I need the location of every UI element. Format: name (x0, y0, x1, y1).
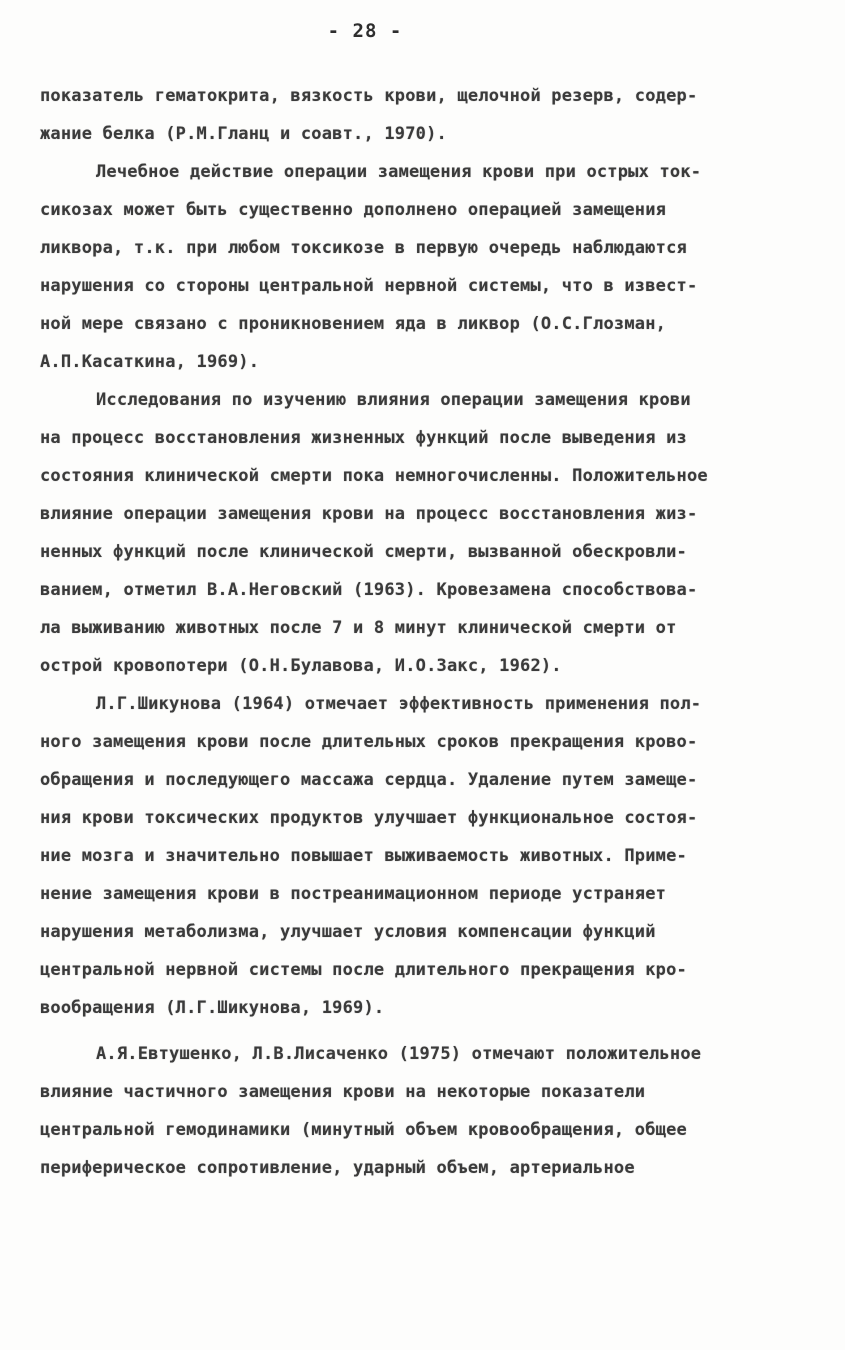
text-line: ния крови токсических продуктов улучшает функциональное состоя- (40, 808, 698, 828)
text-line: ликвора, т.к. при любом токсикозе в первую очередь наблюдаются (40, 238, 687, 258)
page-number: - 28 - (327, 20, 403, 42)
text-line: ненных функций после клинической смерти, вызванной обескровли- (40, 542, 687, 562)
text-line: сикозах может быть существенно дополнено операцией замещения (40, 200, 667, 220)
text-line: влияние операции замещения крови на процесс восстановления жиз- (40, 504, 698, 524)
paragraph-start-line: А.Я.Евтушенко, Л.В.Лисаченко (1975) отмечают положительное (96, 1044, 702, 1064)
text-line: острой кровопотери (О.Н.Булавова, И.О.Закс, 1962). (40, 656, 562, 676)
text-line: жание белка (Р.М.Гланц и соавт., 1970). (40, 124, 447, 144)
text-line: нение замещения крови в постреанимационном периоде устраняет (40, 884, 667, 904)
text-line: ние мозга и значительно повышает выживаемость животных. Приме- (40, 846, 687, 866)
text-line: состояния клинической смерти пока немногочисленны. Положительное (40, 466, 708, 486)
text-line: обращения и последующего массажа сердца. Удаление путем замеще- (40, 770, 698, 790)
body-text (40, 77, 810, 1187)
text-line: влияние частичного замещения крови на некоторые показатели (40, 1082, 646, 1102)
text-line: вообращения (Л.Г.Шикунова, 1969). (40, 998, 385, 1018)
text-line: А.П.Касаткина, 1969). (40, 352, 260, 372)
text-line: ванием, отметил В.А.Неговский (1963). Кровезамена способствова- (40, 580, 698, 600)
text-line: показатель гематокрита, вязкость крови, щелочной резерв, содер- (40, 86, 698, 106)
paragraph-start-line: Л.Г.Шикунова (1964) отмечает эффективность применения пол- (96, 694, 702, 714)
paragraph-start-line: Лечебное действие операции замещения крови при острых ток- (96, 162, 702, 182)
text-line: на процесс восстановления жизненных функций после выведения из (40, 428, 687, 448)
text-line: центральной гемодинамики (минутный объем кровообращения, общее (40, 1120, 687, 1140)
text-line: ной мере связано с проникновением яда в ликвор (О.С.Глозман, (40, 314, 667, 334)
text-line: ла выживанию животных после 7 и 8 минут клинической смерти от (40, 618, 677, 638)
text-line: периферическое сопротивление, ударный объем, артериальное (40, 1158, 635, 1178)
paragraph-start-line: Исследования по изучению влияния операции замещения крови (96, 390, 691, 410)
text-line: нарушения метаболизма, улучшает условия компенсации функций (40, 922, 656, 942)
text-line: ного замещения крови после длительных сроков прекращения крово- (40, 732, 698, 752)
text-line: центральной нервной системы после длительного прекращения кро- (40, 960, 687, 980)
text-line: нарушения со стороны центральной нервной системы, что в извест- (40, 276, 698, 296)
